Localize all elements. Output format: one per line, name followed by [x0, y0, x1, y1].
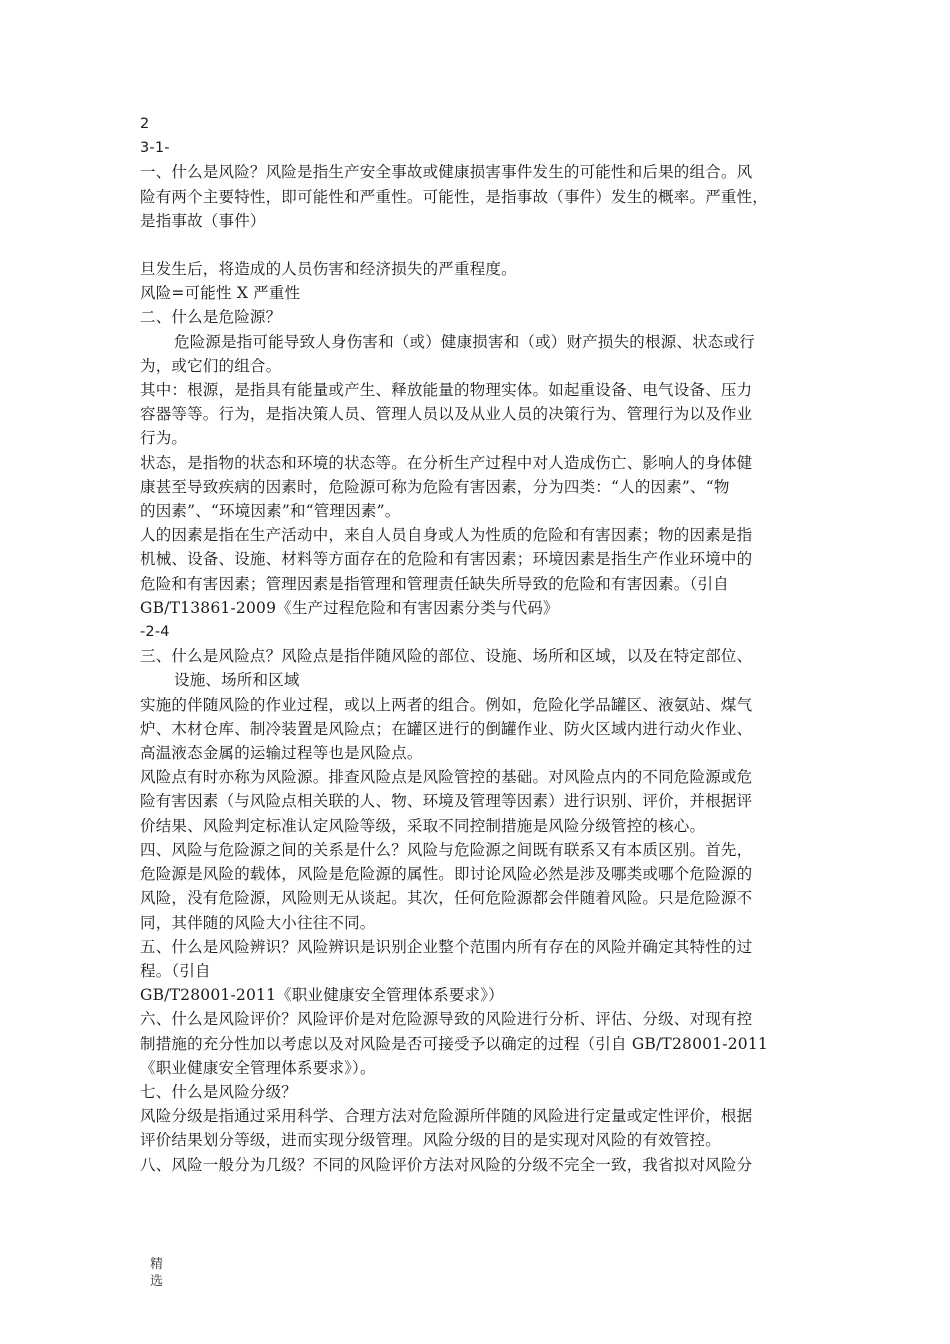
paragraph-line: 机械、设备、设施、材料等方面存在的危险和有害因素；环境因素是指生产作业环境中的 — [140, 550, 753, 569]
paragraph-line: 程。（引自 — [140, 961, 211, 980]
footer-label — [150, 1256, 170, 1290]
footer-char: 选 — [150, 1274, 164, 1289]
paragraph-line: 容器等等。行为，是指决策人员、管理人员以及从业人员的决策行为、管理行为以及作业 — [140, 405, 753, 424]
paragraph-line: 制措施的充分性加以考虑以及对风险是否可接受予以确定的过程（引自 GB/T28001-2011 — [140, 1034, 768, 1053]
paragraph-line: 险有害因素（与风险点相关联的人、物、环境及管理等因素）进行识别、评价，并根据评 — [140, 792, 753, 811]
paragraph-line: 《职业健康安全管理体系要求》）。 — [140, 1058, 376, 1077]
paragraph-line: 实施的伴随风险的作业过程，或以上两者的组合。例如，危险化学品罐区、液氨站、煤气 — [140, 695, 753, 714]
blank-line — [140, 233, 810, 257]
citation-line: GB/T28001-2011《职业健康安全管理体系要求》） — [140, 986, 504, 1005]
question-heading: 七、什么是风险分级？ — [140, 1082, 298, 1101]
question-heading: 八、风险一般分为几级？不同的风险评价方法对风险的分级不完全一致，我省拟对风险分 — [140, 1155, 753, 1174]
paragraph-line: 其中：根源，是指具有能量或产生、释放能量的物理实体。如起重设备、电气设备、压力 — [140, 381, 753, 400]
paragraph-line: 风险，没有危险源，风险则无从谈起。其次，任何危险源都会伴随着风险。只是危险源不 — [140, 889, 753, 908]
paragraph-line: 状态，是指物的状态和环境的状态等。在分析生产过程中对人造成伤亡、影响人的身体健 — [140, 453, 753, 472]
section-marker: 3-1- — [140, 140, 170, 157]
paragraph-line: 价结果、风险判定标准认定风险等级，采取不同控制措施是风险分级管控的核心。 — [140, 816, 706, 835]
paragraph-line: 行为。 — [140, 429, 188, 448]
question-heading: 五、什么是风险辨识？风险辨识是识别企业整个范围内所有存在的风险并确定其特性的过 — [140, 937, 753, 956]
question-heading: 三、什么是风险点？风险点是指伴随风险的部位、设施、场所和区域，以及在特定部位、 — [140, 647, 753, 666]
paragraph-line: 同，其伴随的风险大小往往不同。 — [140, 913, 376, 932]
section-marker: -2-4 — [140, 624, 170, 641]
paragraph-line: 评价结果划分等级，进而实现分级管理。风险分级的目的是实现对风险的有效管控。 — [140, 1131, 721, 1150]
paragraph-line: 旦发生后，将造成的人员伤害和经济损失的严重程度。 — [140, 260, 517, 279]
paragraph-line: 炉、木材仓库、制冷装置是风险点；在罐区进行的倒罐作业、防火区域内进行动火作业、 — [140, 719, 753, 738]
paragraph-line: 的因素”、“环境因素”和“管理因素”。 — [140, 502, 401, 521]
paragraph-line: 人的因素是指在生产活动中，来自人员自身或人为性质的危险和有害因素；物的因素是指 — [140, 526, 753, 545]
paragraph-line: 为，或它们的组合。 — [140, 356, 282, 375]
paragraph-line: 是指事故（事件） — [140, 211, 266, 230]
paragraph-line: 风险分级是指通过采用科学、合理方法对危险源所伴随的风险进行定量或定性评价，根据 — [140, 1107, 753, 1126]
question-heading: 四、风险与危险源之间的关系是什么？风险与危险源之间既有联系又有本质区别。首先， — [140, 840, 753, 859]
paragraph-line: 危险源是指可能导致人身伤害和（或）健康损害和（或）财产损失的根源、状态或行 — [174, 332, 755, 351]
paragraph-line: 高温液态金属的运输过程等也是风险点。 — [140, 744, 423, 763]
paragraph-line: 危险源是风险的载体，风险是危险源的属性。即讨论风险必然是涉及哪类或哪个危险源的 — [140, 865, 753, 884]
document-body — [140, 112, 810, 1177]
paragraph-line: 设施、场所和区域 — [174, 671, 300, 690]
paragraph-line: 危险和有害因素；管理因素是指管理和管理责任缺失所导致的危险和有害因素。（引自 — [140, 574, 729, 593]
footer-char: 精 — [150, 1257, 164, 1272]
paragraph-line: 风险点有时亦称为风险源。排查风险点是风险管控的基础。对风险点内的不同危险源或危 — [140, 768, 753, 787]
question-heading: 二、什么是危险源？ — [140, 308, 282, 327]
paragraph-line: 一、什么是风险？风险是指生产安全事故或健康损害事件发生的可能性和后果的组合。风 — [140, 163, 753, 182]
paragraph-line: 康甚至导致疾病的因素时，危险源可称为危险有害因素，分为四类：“人的因素”、“物 — [140, 477, 730, 496]
page-number-line: 2 — [140, 116, 150, 132]
question-heading: 六、什么是风险评价？风险评价是对危险源导致的风险进行分析、评估、分级、对现有控 — [140, 1010, 753, 1029]
formula-line: 风险=可能性 X 严重性 — [140, 284, 301, 303]
paragraph-line: 险有两个主要特性，即可能性和严重性。可能性，是指事故（事件）发生的概率。严重性， — [140, 187, 769, 206]
citation-line: GB/T13861-2009《生产过程危险和有害因素分类与代码》 — [140, 598, 559, 617]
